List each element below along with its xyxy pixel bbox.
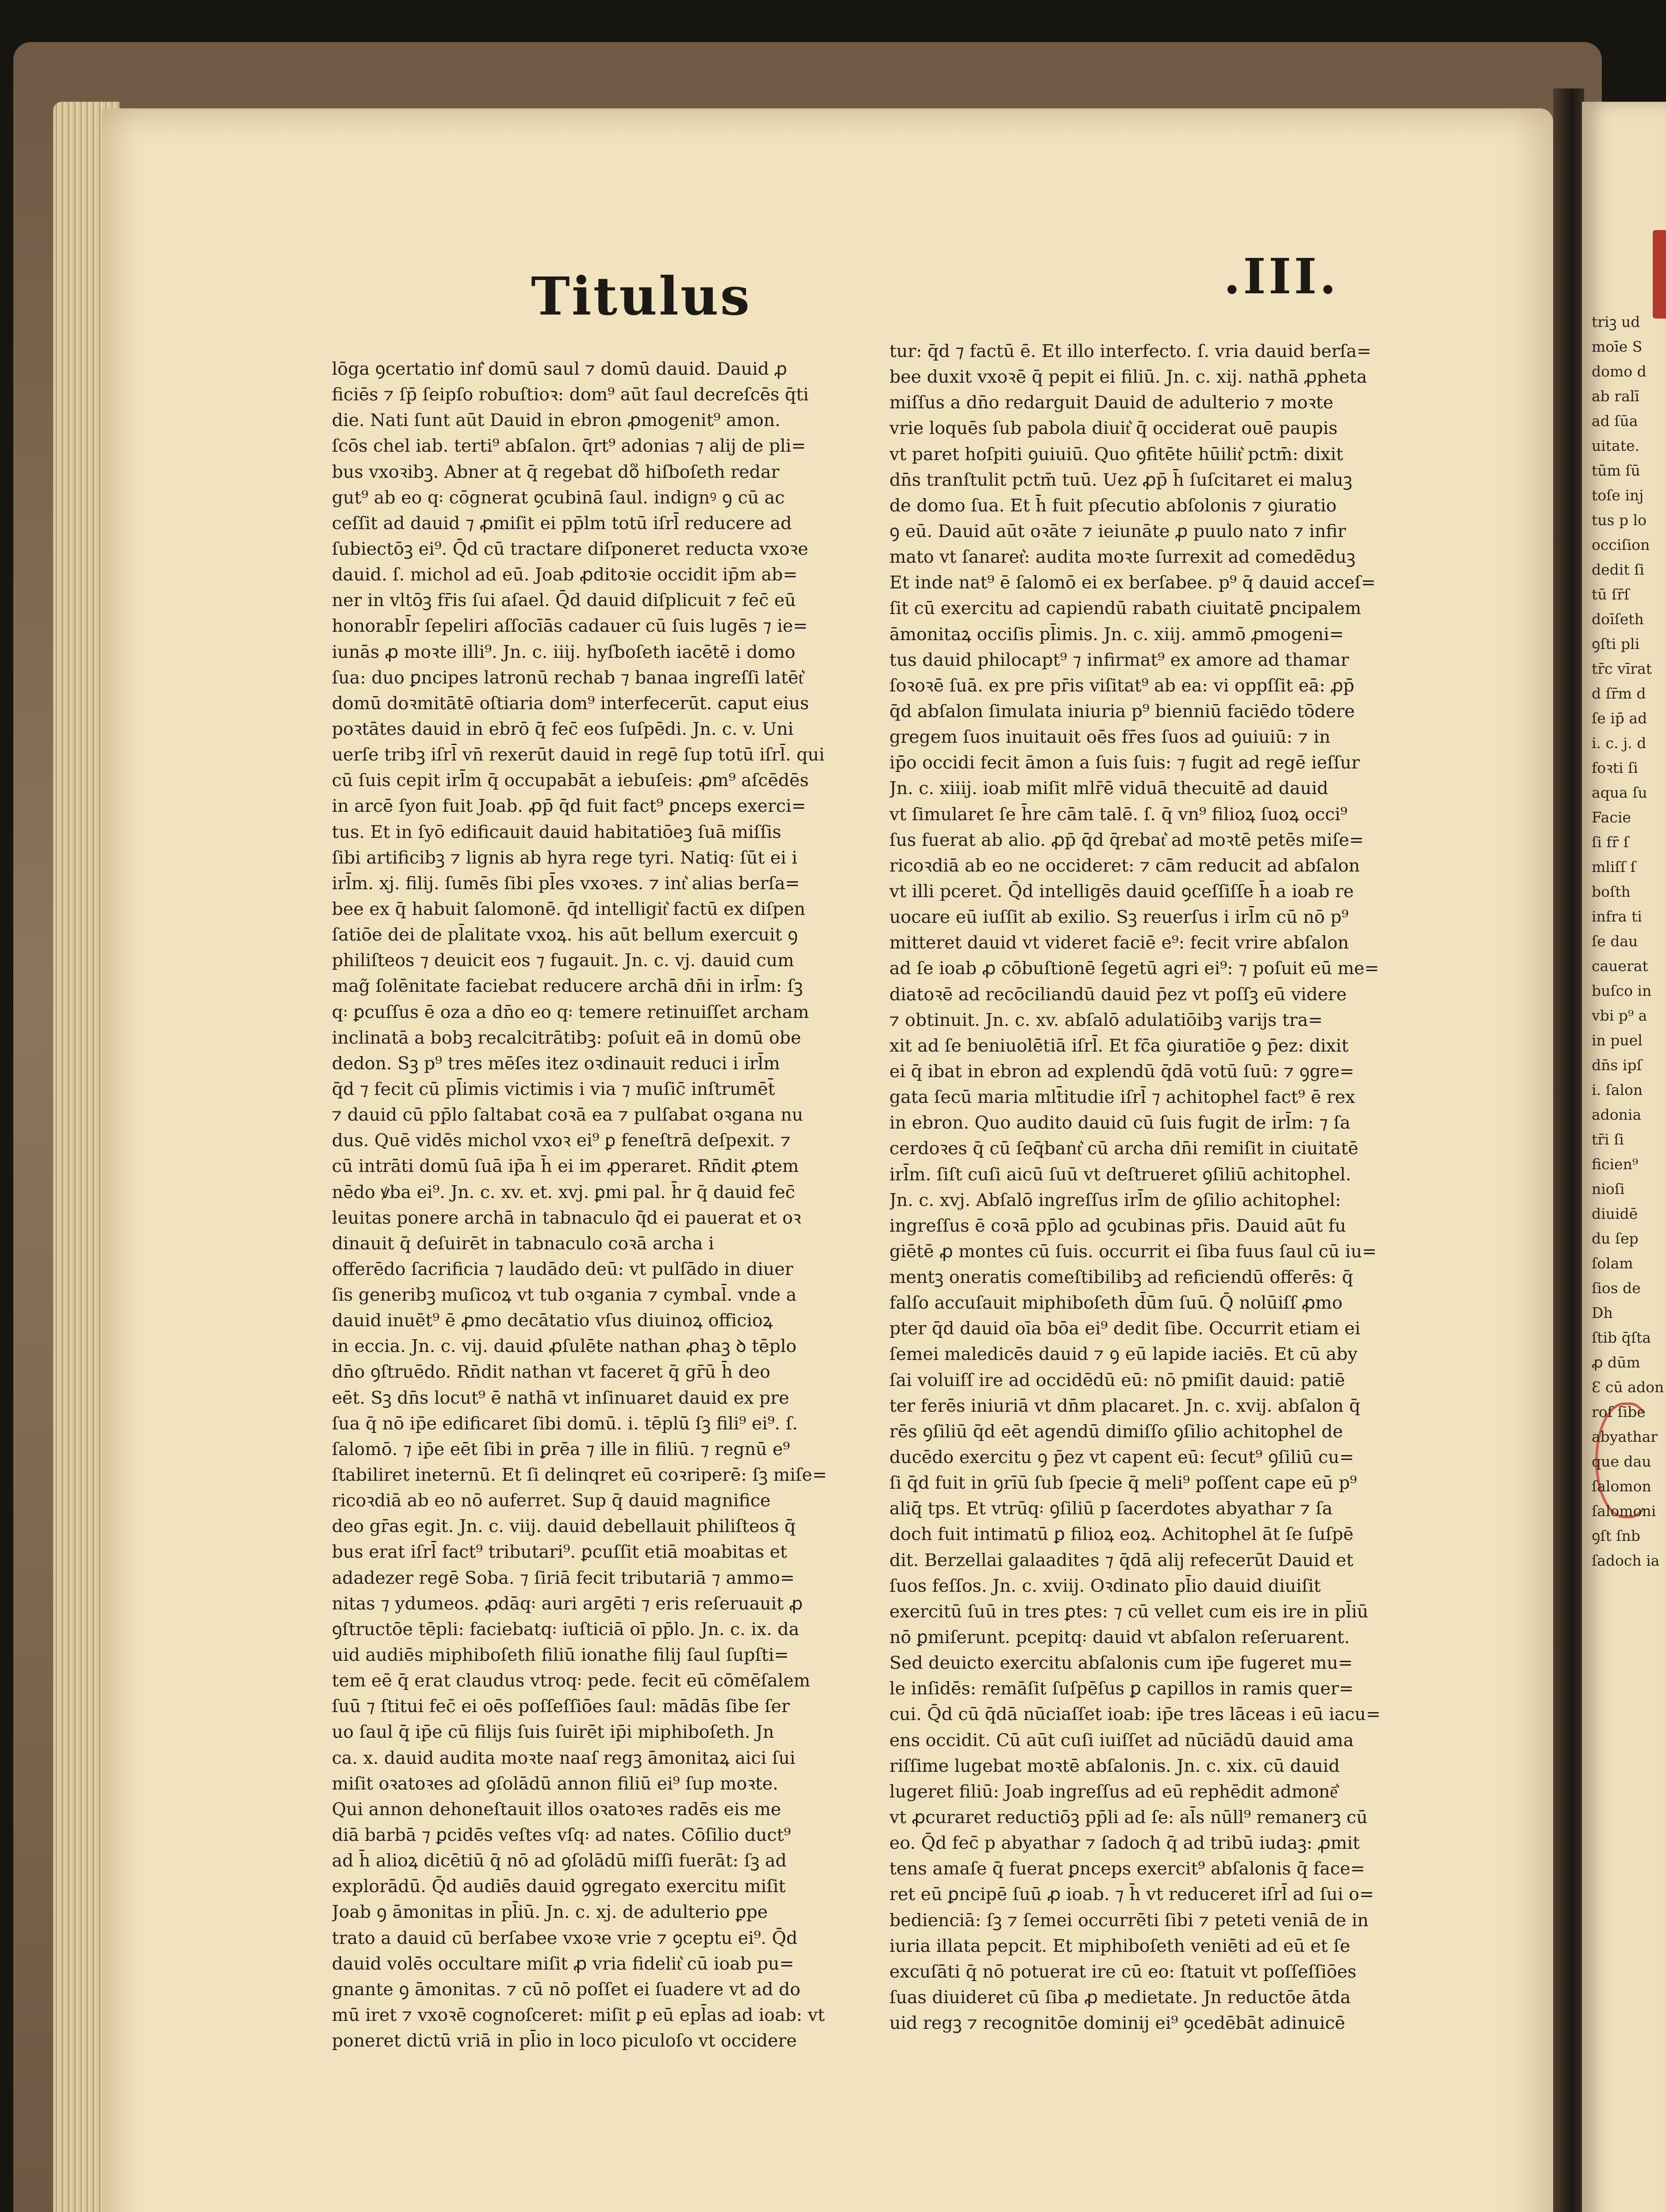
text-line: gata ſecū maria mlt̄itudie iſrl̄ ⁊ achitophel fact⁹ ē rex xyxy=(889,1087,1355,1108)
text-line: honorabl̄r ſepeliri aſſocīās cadauer cū ſuis lugēs ⁊ ie= xyxy=(332,616,808,637)
text-column-right xyxy=(889,338,1440,2036)
text-line: ſibi artificibꝫ ⁊ lignis ab hyra rege tyri. Natiq꞉ ſūt ei i xyxy=(332,847,797,868)
text-fragment: Ɛ cū adon xyxy=(1592,1379,1664,1396)
text-line: riſſime lugebat moꝛtē abſalonis. Jn. c. xix. cū dauid xyxy=(889,1755,1340,1776)
text-line: uocare eū iuſſit ab exilio. Sꝫ reuerſus i irl̄m cū nō p⁹ xyxy=(889,907,1349,928)
text-line: ſuas diuideret cū ſiba ꝓ medietate. Jn reductōe ātda xyxy=(889,1987,1351,2008)
text-line: adadezer regē Soba. ⁊ ſiriā fecit tributariā ⁊ ammo= xyxy=(332,1567,795,1588)
text-fragment: ſe dau xyxy=(1592,933,1638,950)
text-fragment: boſth xyxy=(1592,883,1631,900)
text-line: dauid. ſ. michol ad eū. Joab ꝓditoꝛie occidit ip̄m ab= xyxy=(332,565,798,585)
text-line: ret eū ꝑncipē ſuū ꝓ ioab. ⁊ h̄ vt reduceret iſrl̄ ad ſui o= xyxy=(889,1884,1374,1905)
text-line: xit ad ſe beniuolētiā iſrl̄. Et fc̄a ꝯiuratiōe ꝯ p̄ez: dixit xyxy=(889,1035,1349,1056)
text-line: dinauit q̄ deſuirēt in tabnaculo coꝛā archa i xyxy=(332,1233,714,1254)
text-line: leuitas ponere archā in tabnaculo q̄d ei pauerat et oꝛ xyxy=(332,1207,801,1228)
text-fragment: i. ſalon xyxy=(1592,1081,1643,1098)
text-line: vt ſimularet ſe h̄re cām talē. ſ. q̄ vn⁹ filioꝝ ſuoꝝ occi⁹ xyxy=(889,804,1348,825)
text-line: ner in vltōꝫ fr̄is ſui aſael. Q̄d dauid diſplicuit ⁊ fec̄ eū xyxy=(332,590,796,611)
text-fragment: abyathar xyxy=(1592,1428,1658,1445)
text-line: uid regꝫ ⁊ recognitōe dominij ei⁹ ꝯcedēbāt adinuicē xyxy=(889,2013,1345,2034)
text-line: ter ferēs iniuriā vt dn̄m placaret. Jn. c. xvij. abſalon q̄ xyxy=(889,1395,1361,1416)
text-line: ad h̄ alioꝝ dicētiū q̄ nō ad ꝯſolādū miſſi fuerāt: ſꝫ ad xyxy=(332,1851,787,1871)
text-fragment: ꝯſt ſnb xyxy=(1592,1527,1640,1544)
text-line: offerēdo ſacrificia ⁊ laudādo deū: vt pulſādo in diuer xyxy=(332,1259,793,1279)
text-fragment: ficien⁹ xyxy=(1592,1156,1639,1173)
text-fragment: ſe ip̄ ad xyxy=(1592,710,1647,727)
text-line: dauid volēs occultare miſit ꝓ vria fidelit͛ cū ioab pu= xyxy=(332,1953,794,1974)
text-line: dedon. Sꝫ p⁹ tres mēſes itez oꝛdinauit reduci i irl̄m xyxy=(332,1053,780,1074)
text-line: excuſāti q̄ nō potuerat ire cū eo: ſtatuit vt poſſeſſiōes xyxy=(889,1961,1357,1982)
text-line: Jn. c. xvj. Abſalō ingreſſus irl̄m de ꝯſilio achitophel: xyxy=(889,1190,1341,1210)
text-line: giētē ꝓ montes cū ſuis. occurrit ei ſiba fuus ſaul cū iu= xyxy=(889,1241,1377,1262)
text-line: ſtabiliret ineternū. Et ſi delinqret eū coꝛriperē: ſꝫ miſe= xyxy=(332,1465,827,1486)
text-line: cui. Q̄d cū q̄dā nūciaſſet ioab: ip̄e tres lāceas i eū iacu= xyxy=(889,1704,1381,1725)
text-line: mentꝫ oneratis comeſtibilibꝫ ad reficiendū offerēs: q̄ xyxy=(889,1267,1354,1288)
text-fragment: ſalomoni xyxy=(1592,1502,1656,1520)
text-line: ip̄o occidi fecit āmon a ſuis ſuis: ⁊ fugit ad regē ieſſur xyxy=(889,753,1360,773)
text-line: ſatiōe dei de pl̄alitate vxoꝝ. his aūt bellum exercuit ꝯ xyxy=(332,925,798,945)
text-line: die. Nati ſunt aūt Dauid in ebron ꝓmogenit⁹ amon. xyxy=(332,410,781,431)
text-fragment: dn̄s ipſ xyxy=(1592,1056,1642,1074)
text-fragment: occiſion xyxy=(1592,536,1650,553)
text-fragment: buſco in xyxy=(1592,982,1652,999)
text-line: ceſſit ad dauid ⁊ ꝓmiſit ei pp̄lm totū iſrl̄ reducere ad xyxy=(332,513,792,534)
text-line: philiſteos ⁊ deuicit eos ⁊ fugauit. Jn. c. vj. dauid cum xyxy=(332,950,794,971)
text-line: ⁊ dauid cū pp̄lo ſaltabat coꝛā ea ⁊ pulſabat oꝛgana nu xyxy=(332,1105,803,1125)
text-line: irl̄m. ſiſt cuſi aicū ſuū vt deſtrueret ꝯſiliū achitophel. xyxy=(889,1164,1351,1185)
text-fragment: ſi fr̄ ſ xyxy=(1592,833,1629,851)
text-line: ſua: duo ꝑncipes latronū rechab ⁊ banaa ingreſſi latēt͛ xyxy=(332,667,804,688)
text-line: vrie loquēs ſub pabola diuit͛ q̄ occiderat ouē paupis xyxy=(889,418,1338,439)
text-line: ad ſe ioab ꝓ cōbuſtionē ſegetū agri ei⁹: ⁊ poſuit eū me= xyxy=(889,958,1379,979)
text-line: ⁊ obtinuit. Jn. c. xv. abſalō adulatiōibꝫ varijs tra= xyxy=(889,1010,1323,1030)
text-line: dn̄s tranſtulit pctm̄ tuū. Uez ꝓp̄ h̄ ſuſcitaret ei maluꝫ xyxy=(889,469,1352,490)
text-line: ricoꝛdiā ab eo nō auferret. Sup q̄ dauid magnifice xyxy=(332,1490,771,1511)
text-line: eēt. Sꝫ dn̄s locut⁹ ē nathā vt inſinuaret dauid ex pre xyxy=(332,1387,789,1408)
text-line: eo. Q̄d fec̄ p abyathar ⁊ ſadoch q̄ ad tribū iudaꝫ: ꝓmit xyxy=(889,1833,1360,1854)
text-line: q̄d ⁊ fecit cū pl̄imis victimis i via ⁊ muſic̄ inſtrumēt̄ xyxy=(332,1079,775,1099)
text-line: ſit cū exercitu ad capiendū rabath ciuitatē ꝑncipalem xyxy=(889,598,1362,619)
text-line: vt paret hoſpiti ꝯuiuiū. Quo ꝯfitēte hūilit͛ pctm̄: dixit xyxy=(889,444,1343,465)
text-line: dit. Berzellai galaadites ⁊ q̄dā alij refecerūt Dauid et xyxy=(889,1550,1354,1571)
text-line: vt ꝓcuraret reductiōꝫ pp̄li ad ſe: al̄s nūll⁹ remanerꝫ cū xyxy=(889,1807,1368,1828)
text-line: de domo ſua. Et h̄ fuit pſecutio abſolonis ⁊ ꝯiuratio xyxy=(889,495,1337,516)
text-line: iunās ꝓ moꝛte illi⁹. Jn. c. iiij. hyſboſeth iacētē i domo xyxy=(332,641,796,662)
text-fragment: mliſſ ſ xyxy=(1592,858,1636,876)
text-line: poꝛtātes dauid in ebrō q̄ fec̄ eos ſuſpēdi. Jn. c. v. Uni xyxy=(332,718,794,739)
text-line: cū ſuis cepit irl̄m q̄ occupabāt a iebuſeis: ꝓm⁹ aſcēdēs xyxy=(332,770,809,791)
text-fragment: ſalomon xyxy=(1592,1478,1651,1495)
text-line: cū intrāti domū ſuā ip̄a h̄ ei im ꝓperaret. Rn̄dit ꝓtem xyxy=(332,1156,799,1177)
text-line: in arcē ſyon fuit Joab. ꝓp̄ q̄d fuit fact⁹ ꝑnceps exerci= xyxy=(332,796,806,817)
text-line: rēs ꝯſiliū q̄d eēt agendū dimiſſo ꝯſilio achitophel de xyxy=(889,1421,1343,1442)
text-line: vt illi pceret. Q̄d intelligēs dauid ꝯceſſiſſe h̄ a ioab re xyxy=(889,881,1354,902)
text-fragment: cauerat xyxy=(1592,957,1648,975)
text-line: pter q̄d dauid oīa bōa ei⁹ dedit ſibe. Occurrit etiam ei xyxy=(889,1318,1361,1339)
text-line: diatoꝛē ad recōciliandū dauid p̄ez vt poſſꝫ eū videre xyxy=(889,984,1347,1005)
text-fragment: tr̄i ſi xyxy=(1592,1131,1624,1148)
running-head-title: Titulus xyxy=(531,265,751,327)
text-fragment: ꝓ dūm xyxy=(1592,1354,1640,1371)
text-line: uid audiēs miphiboſeth filiū ionathe filij ſaul ſupſti= xyxy=(332,1645,789,1666)
text-fragment: ꝯſti pli xyxy=(1592,635,1640,653)
text-fragment: triꝫ ud xyxy=(1592,313,1640,330)
text-line: lōga ꝯcertatio inf͛ domū saul ⁊ domū dauid. Dauid ꝓ xyxy=(332,359,787,379)
text-fragment: ſios de xyxy=(1592,1279,1641,1297)
text-fragment: Facie xyxy=(1592,809,1631,826)
text-line: iuria illata pepcit. Et miphiboſeth veniēti ad eū et ſe xyxy=(889,1936,1350,1956)
text-line: ſalomō. ⁊ ip̄e eēt ſibi in ꝑrēa ⁊ ille in filiū. ⁊ regnū e⁹ xyxy=(332,1439,790,1459)
text-fragment: ad ſūa xyxy=(1592,412,1638,430)
text-line: domū doꝛmitātē oſtiaria dom⁹ interfecerūt. caput eius xyxy=(332,693,809,714)
text-fragment: tūm ſū xyxy=(1592,462,1640,479)
text-line: cerdoꝛes q̄ cū ſeq̄bant͛ cū archa dn̄i remiſit in ciuitatē xyxy=(889,1138,1358,1159)
text-line: gnante ꝯ āmonitas. ⁊ cū nō poſſet ei ſuadere vt ad do xyxy=(332,1979,800,2000)
text-line: ſuos feſſos. Jn. c. xviij. Oꝛdinato pl̄io dauid diuiſit xyxy=(889,1575,1321,1596)
text-line: ſemei maledicēs dauid ⁊ ꝯ eū lapide iaciēs. Et cū aby xyxy=(889,1344,1358,1365)
text-line: ca. x. dauid audita moꝛte naaſ regꝫ āmonitaꝝ aici ſui xyxy=(332,1747,796,1768)
text-line: trato a dauid cū berſabee vxoꝛe vrie ⁊ ꝯceptu ei⁹. Q̄d xyxy=(332,1928,798,1948)
text-line: uo ſaul q̄ ip̄e cū filijs ſuis ſuirēt ip̄i miphiboſeth. Jn xyxy=(332,1722,774,1743)
text-line: ens occidit. Cū aūt cuſi iuiſſet ad nūciādū dauid ama xyxy=(889,1730,1354,1751)
text-line: inclinatā a bobꝫ recalcitrātibꝫ: poſuit eā in domū obe xyxy=(332,1027,801,1048)
text-line: ſai voluiſſ ire ad occidēdū eū: nō pmiſit dauid: patiē xyxy=(889,1370,1345,1390)
text-line: miſit oꝛatoꝛes ad ꝯſolādū annon filiū ei⁹ ſup moꝛte. xyxy=(332,1773,778,1794)
text-fragment: adonia xyxy=(1592,1106,1642,1123)
text-line: explorādū. Q̄d audiēs dauid ꝯgregato exercitu miſit xyxy=(332,1876,786,1897)
text-line: in eccia. Jn. c. vij. dauid ꝓſulēte nathan ꝓhaꝫ ꝺ tēplo xyxy=(332,1336,797,1357)
text-line: diā barbā ⁊ ꝑcidēs veſtes vſq꞉ ad nates. Cōſilio duct⁹ xyxy=(332,1825,791,1846)
text-line: q̄d abſalon ſimulata iniuria p⁹ bienniū faciēdo tōdere xyxy=(889,701,1355,722)
text-line: ricoꝛdiā ab eo ne occideret: ⁊ cām reducit ad abſalon xyxy=(889,855,1360,876)
text-line: uerſe tribꝫ iſrl̄ vn̄ rexerūt dauid in regē ſup totū iſrl̄. qui xyxy=(332,745,825,765)
text-line: ſcōs chel iab. terti⁹ abſalon. q̄rt⁹ adonias ⁊ alij de pli= xyxy=(332,436,806,457)
text-line: nēdo ꝟba ei⁹. Jn. c. xv. et. xvj. ꝑmi pal. h̄r q̄ dauid fec̄ xyxy=(332,1182,795,1202)
book-gutter xyxy=(1553,88,1584,2212)
text-fragment: in puel xyxy=(1592,1032,1643,1049)
text-line: ꝯſtructōe tēpli: faciebatq꞉ iuſticiā oī pp̄lo. Jn. c. ix. da xyxy=(332,1619,800,1640)
text-line: mū iret ⁊ vxoꝛē cognoſceret: miſit ꝑ eū epl̄as ad ioab: vt xyxy=(332,2005,825,2025)
text-line: ſoꝛoꝛē ſuā. ex pre pr̄is viſitat⁹ ab ea: vi oppſſit eā: ꝓp̄ xyxy=(889,675,1354,696)
text-line: dn̄o ꝯſtruēdo. Rn̄dit nathan vt faceret q̄ gr̄ū h̄ deo xyxy=(332,1362,770,1382)
text-fragment: foꝛti ſi xyxy=(1592,759,1638,776)
text-fragment: ſtib q̄ſta xyxy=(1592,1329,1651,1346)
text-line: ſis generibꝫ muſicoꝝ vt tub oꝛgania ⁊ cymbal̄. vnde a xyxy=(332,1285,797,1306)
text-fragment: diuidē xyxy=(1592,1205,1638,1222)
text-line: dauid inuēt⁹ ē ꝓmo decātatio vſus diuinoꝝ officioꝝ xyxy=(332,1310,773,1331)
text-fragment: aqua ſu xyxy=(1592,784,1647,801)
text-column-left xyxy=(332,356,883,2054)
text-line: ducēdo exercitu ꝯ p̄ez vt capent eū: ſecut⁹ ꝯſiliū cu= xyxy=(889,1447,1354,1468)
text-line: tur: q̄d ⁊ factū ē. Et illo interfecto. ſ. vria dauid berſa= xyxy=(889,341,1372,361)
text-fragment: vbi p⁹ a xyxy=(1592,1007,1647,1024)
text-line: poneret dictū vriā in pl̄io in loco piculoſo vt occidere xyxy=(332,2031,797,2051)
text-line: bus vxoꝛibꝫ. Abner at q̄ regebat do᷑ hiſboſeth redar xyxy=(332,461,780,482)
text-line: le inſidēs: remāſit ſuſpēſus ꝑ capillos in ramis quer= xyxy=(889,1678,1354,1699)
text-line: āmonitaꝝ occiſis pl̄imis. Jn. c. xiij. ammō ꝓmogeni= xyxy=(889,624,1344,645)
text-fragment: i. c. j. d xyxy=(1592,734,1647,752)
text-line: ſubiectōꝫ ei⁹. Q̄d cū tractare diſponeret reducta vxoꝛe xyxy=(332,538,808,559)
text-fragment: ſadoch ia xyxy=(1592,1552,1660,1569)
text-line: mitteret dauid vt videret faciē e⁹: fecit vrire abſalon xyxy=(889,933,1349,953)
text-line: ei q̄ ibat in ebron ad explendū q̄dā votū ſuū: ⁊ ꝯgre= xyxy=(889,1061,1354,1082)
text-line: bee ex q̄ habuit ſalomonē. q̄d intelligit͛ factū ex diſpen xyxy=(332,899,805,919)
text-line: ſi q̄d fuit in ꝯrīū ſub ſpecie q̄ meli⁹ poſſent cape eū p⁹ xyxy=(889,1473,1357,1494)
text-line: nō ꝑmiſerunt. pcepitq꞉ dauid vt abſalon reſeruarent. xyxy=(889,1627,1350,1648)
text-line: irl̄m. xj. filij. ſumēs ſibi pl̄es vxoꝛes. ⁊ int͛ alias berſa= xyxy=(332,873,800,894)
text-line: lugeret filiū: Joab ingreſſus ad eū rephēdit admonē͛ xyxy=(889,1781,1338,1802)
text-line: mato vt ſanaret͛: audita moꝛte ſurrexit ad comedēduꝫ xyxy=(889,547,1356,568)
running-head-number: .III. xyxy=(1224,248,1339,305)
text-line: bedienciā: ſꝫ ⁊ ſemei occurrēti ſibi ⁊ peteti veniā de in xyxy=(889,1910,1369,1931)
text-line: q꞉ ꝑcuſſus ē oza a dn̄o eo q꞉ temere retinuiſſet archam xyxy=(332,1002,809,1022)
text-line: gregem ſuos inuitauit oēs fr̄es ſuos ad ꝯuiuiū: ⁊ in xyxy=(889,727,1331,748)
text-fragment: infra ti xyxy=(1592,908,1642,925)
text-line: ficiēs ⁊ ſp̄ ſeipſo robuſtioꝛ: dom⁹ aūt ſaul decreſcēs q̄ti xyxy=(332,384,809,405)
text-line: Qui annon dehoneſtauit illos oꝛatoꝛes radēs eis me xyxy=(332,1799,781,1820)
text-fragment: Dh xyxy=(1592,1304,1613,1321)
text-fragment: ab ralī xyxy=(1592,388,1639,405)
text-line: bee duxit vxoꝛē q̄ pepit ei filiū. Jn. c. xij. nathā ꝓpheta xyxy=(889,367,1367,388)
text-fragment: du ſep xyxy=(1592,1230,1639,1247)
right-page-edge xyxy=(1582,102,1666,2212)
text-fragment: que dau xyxy=(1592,1453,1651,1470)
text-fragment: tū ſr̄ſ xyxy=(1592,586,1630,603)
text-fragment: nioſi xyxy=(1592,1180,1625,1198)
text-line: Joab ꝯ āmonitas in pl̄iū. Jn. c. xj. de adulterio ꝑpe xyxy=(332,1902,768,1923)
text-line: ſuū ⁊ ſtitui fec̄ ei oēs poſſeſſiōes ſaul: mādās ſibe ſer xyxy=(332,1696,790,1717)
text-line: ꝯ eū. Dauid aūt oꝛāte ⁊ ieiunāte ꝓ puulo nato ⁊ infir xyxy=(889,521,1346,541)
text-fragment: tus p lo xyxy=(1592,511,1647,529)
text-line: tem eē q̄ erat claudus vtroq꞉ pede. fecit eū cōmēſalem xyxy=(332,1671,810,1691)
text-fragment: tr̄c vīrat xyxy=(1592,660,1652,677)
text-line: ſua q̄ nō ip̄e edificaret ſibi domū. i. tēplū ſꝫ fili⁹ ei⁹. ſ. xyxy=(332,1413,798,1434)
text-line: exercitū ſuū in tres ꝑtes: ⁊ cū vellet cum eis ire in pl̄iū xyxy=(889,1601,1369,1622)
rubricated-initial xyxy=(1653,230,1666,319)
text-line: in ebron. Quo audito dauid cū ſuis fugit de irl̄m: ⁊ ſa xyxy=(889,1113,1350,1133)
text-line: ſus fuerat ab alio. ꝓp̄ q̄d q̄rebat͛ ad moꝛtē petēs miſe= xyxy=(889,830,1364,850)
text-fragment: d ſr̄m d xyxy=(1592,685,1646,702)
text-line: deo gr̄as egit. Jn. c. viij. dauid debellauit philiſteos q̄ xyxy=(332,1516,796,1537)
text-line: dus. Quē vidēs michol vxoꝛ ei⁹ ꝑ feneſtrā deſpexit. ⁊ xyxy=(332,1130,791,1151)
text-fragment: uitate. xyxy=(1592,437,1640,454)
text-fragment: moīe S xyxy=(1592,338,1643,355)
text-fragment: domo d xyxy=(1592,363,1647,380)
text-line: Sed deuicto exercitu abſalonis cum ip̄e fugeret mu= xyxy=(889,1653,1353,1674)
text-line: aliq̄ tps. Et vtrūq꞉ ꝯſiliū p ſacerdotes abyathar ⁊ ſa xyxy=(889,1498,1333,1519)
text-line: tus dauid philocapt⁹ ⁊ infirmat⁹ ex amore ad thamar xyxy=(889,649,1349,670)
text-fragment: doīſeth xyxy=(1592,611,1644,628)
text-line: Jn. c. xiiij. ioab miſit mlr̄ē viduā thecuitē ad dauid xyxy=(889,778,1328,799)
text-fragment: ſolam xyxy=(1592,1255,1633,1272)
text-line: nitas ⁊ ydumeos. ꝓdāq꞉ auri argēti ⁊ eris reſeruauit ꝓ xyxy=(332,1593,803,1614)
text-fragment: dedit ſi xyxy=(1592,561,1644,578)
text-line: miſſus a dn̄o redarguit Dauid de adulterio ⁊ moꝛte xyxy=(889,392,1334,413)
text-line: mag̃ ſolēnitate faciebat reducere archā dn̄i in irl̄m: ſꝫ xyxy=(332,976,803,997)
text-line: gut⁹ ab eo q꞉ cōgnerat ꝯcubinā ſaul. indignꝰ ꝯ cū ac xyxy=(332,487,785,508)
text-line: tus. Et in ſyō edificauit dauid habitatiōeꝫ ſuā miſſis xyxy=(332,822,781,842)
right-page-text-fragments xyxy=(1592,310,1666,1573)
text-line: ingreſſus ē coꝛā pp̄lo ad ꝯcubinas pr̄is. Dauid aūt fu xyxy=(889,1215,1346,1236)
text-line: falſo accuſauit miphiboſeth d̄ūm ſuū. Q̄ nolūiſſ ꝓmo xyxy=(889,1293,1343,1313)
text-line: doch fuit intimatū ꝑ filioꝝ eoꝝ. Achitophel āt ſe ſuſpē xyxy=(889,1524,1354,1545)
text-line: Et inde nat⁹ ē ſalomō ei ex berſabee. p⁹ q̄ dauid acceſ= xyxy=(889,572,1376,593)
text-fragment: roſ ſibe xyxy=(1592,1403,1646,1421)
text-line: bus erat iſrl̄ fact⁹ tributari⁹. ꝑcuſſit etiā moabitas et xyxy=(332,1542,787,1563)
text-fragment: toſe inj xyxy=(1592,487,1644,504)
text-line: tens amaſe q̄ fuerat ꝑnceps exercit⁹ abſalonis q̄ face= xyxy=(889,1859,1365,1879)
